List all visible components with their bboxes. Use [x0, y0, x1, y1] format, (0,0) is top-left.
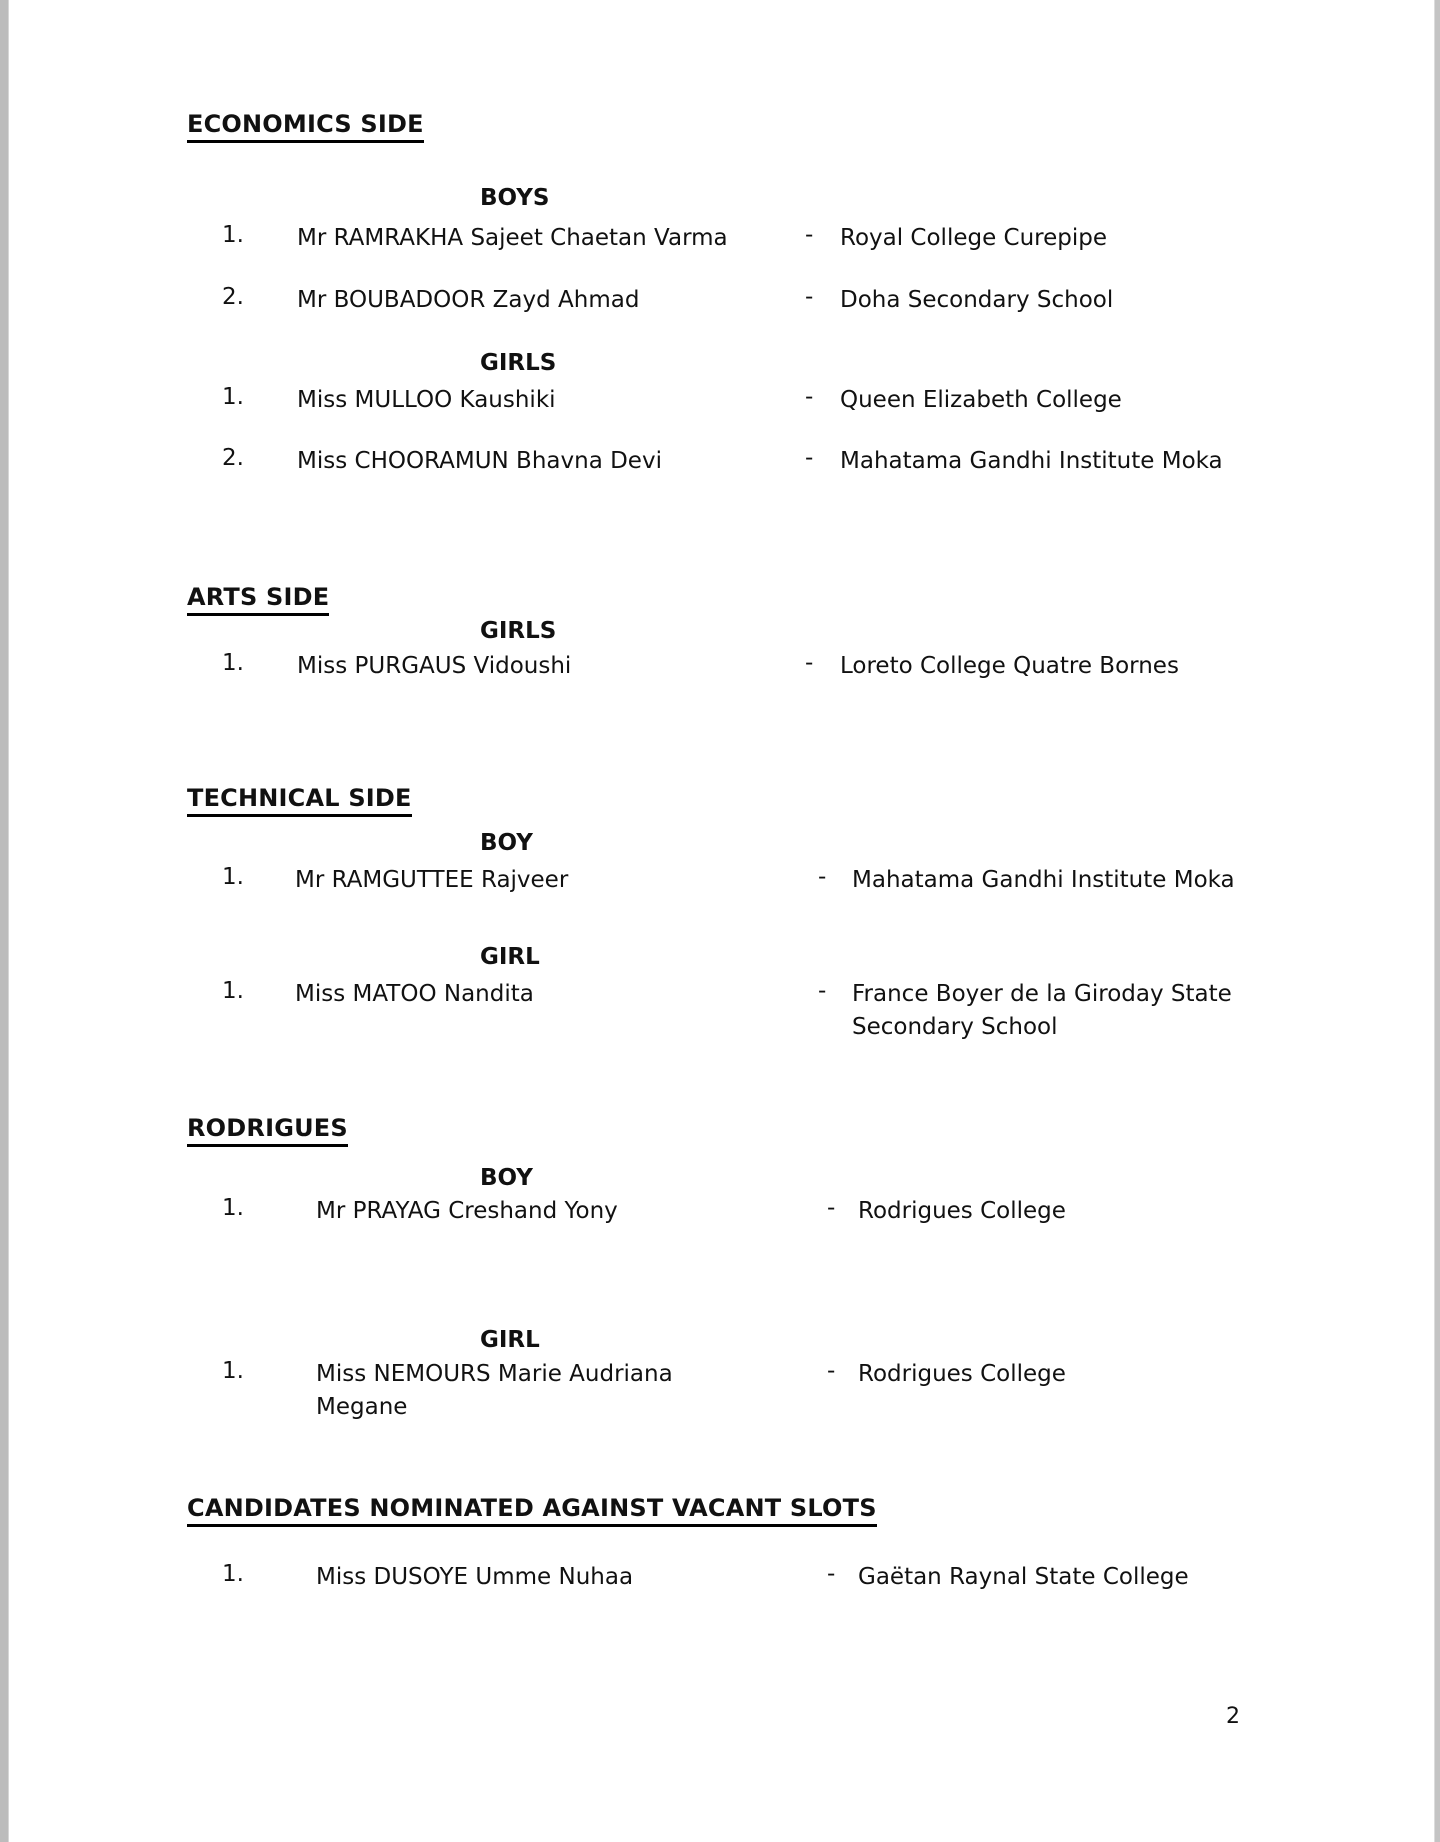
right-page-edge [1434, 0, 1440, 1842]
entry-school: Rodrigues College [858, 1361, 1066, 1387]
section-title-vacant-slots: CANDIDATES NOMINATED AGAINST VACANT SLOTS [187, 1494, 877, 1527]
entry-dash: - [818, 864, 827, 890]
entry-school: France Boyer de la Giroday State Secondary School [852, 978, 1282, 1044]
entry-dash: - [827, 1358, 836, 1384]
entry-name: Miss MULLOO Kaushiki [297, 387, 556, 413]
entry-school: Mahatama Gandhi Institute Moka [840, 448, 1223, 474]
entry-number: 1. [222, 864, 244, 890]
group-label-boys: BOYS [480, 185, 550, 211]
entry-number: 1. [222, 1358, 244, 1384]
entry-number: 1. [222, 1561, 244, 1587]
entry-name: Mr RAMRAKHA Sajeet Chaetan Varma [297, 225, 728, 251]
entry-number: 2. [222, 445, 244, 471]
section-title-rodrigues: RODRIGUES [187, 1114, 348, 1147]
entry-name: Miss DUSOYE Umme Nuhaa [316, 1564, 634, 1590]
entry-name-line2: Megane [316, 1394, 408, 1420]
entry-number: 1. [222, 978, 244, 1004]
entry-name: Mr PRAYAG Creshand Yony [316, 1198, 618, 1224]
entry-dash: - [827, 1561, 836, 1587]
entry-name: Miss CHOORAMUN Bhavna Devi [297, 448, 662, 474]
group-label-boy: BOY [480, 1165, 533, 1191]
entry-dash: - [827, 1195, 836, 1221]
entry-number: 1. [222, 650, 244, 676]
entry-number: 1. [222, 1195, 244, 1221]
entry-number: 1. [222, 222, 244, 248]
entry-school: Loreto College Quatre Bornes [840, 653, 1179, 679]
entry-school-line2: Secondary School [852, 1014, 1058, 1040]
section-title-arts: ARTS SIDE [187, 583, 329, 616]
entry-school: Queen Elizabeth College [840, 387, 1122, 413]
entry-name: Miss PURGAUS Vidoushi [297, 653, 572, 679]
page-number: 2 [1226, 1704, 1240, 1729]
entry-name: Miss MATOO Nandita [295, 981, 534, 1007]
entry-dash: - [805, 650, 814, 676]
section-title-economics: ECONOMICS SIDE [187, 110, 424, 143]
entry-school: Gaëtan Raynal State College [858, 1564, 1189, 1590]
group-label-girl: GIRL [480, 944, 540, 970]
entry-school: Royal College Curepipe [840, 225, 1108, 251]
group-label-girl: GIRL [480, 1327, 540, 1353]
entry-name: Mr RAMGUTTEE Rajveer [295, 867, 569, 893]
entry-dash: - [805, 222, 814, 248]
entry-dash: - [805, 284, 814, 310]
section-title-technical: TECHNICAL SIDE [187, 784, 412, 817]
entry-number: 2. [222, 284, 244, 310]
group-label-boy: BOY [480, 830, 533, 856]
entry-dash: - [805, 445, 814, 471]
entry-number: 1. [222, 384, 244, 410]
group-label-girls: GIRLS [480, 350, 557, 376]
entry-dash: - [805, 384, 814, 410]
group-label-girls: GIRLS [480, 618, 557, 644]
entry-school: Rodrigues College [858, 1198, 1066, 1224]
entry-dash: - [818, 978, 827, 1004]
left-page-edge [0, 0, 9, 1842]
entry-name: Mr BOUBADOOR Zayd Ahmad [297, 287, 640, 313]
entry-school: Doha Secondary School [840, 287, 1114, 313]
entry-school: Mahatama Gandhi Institute Moka [852, 867, 1235, 893]
entry-name: Miss NEMOURS Marie Audriana Megane [316, 1358, 816, 1424]
